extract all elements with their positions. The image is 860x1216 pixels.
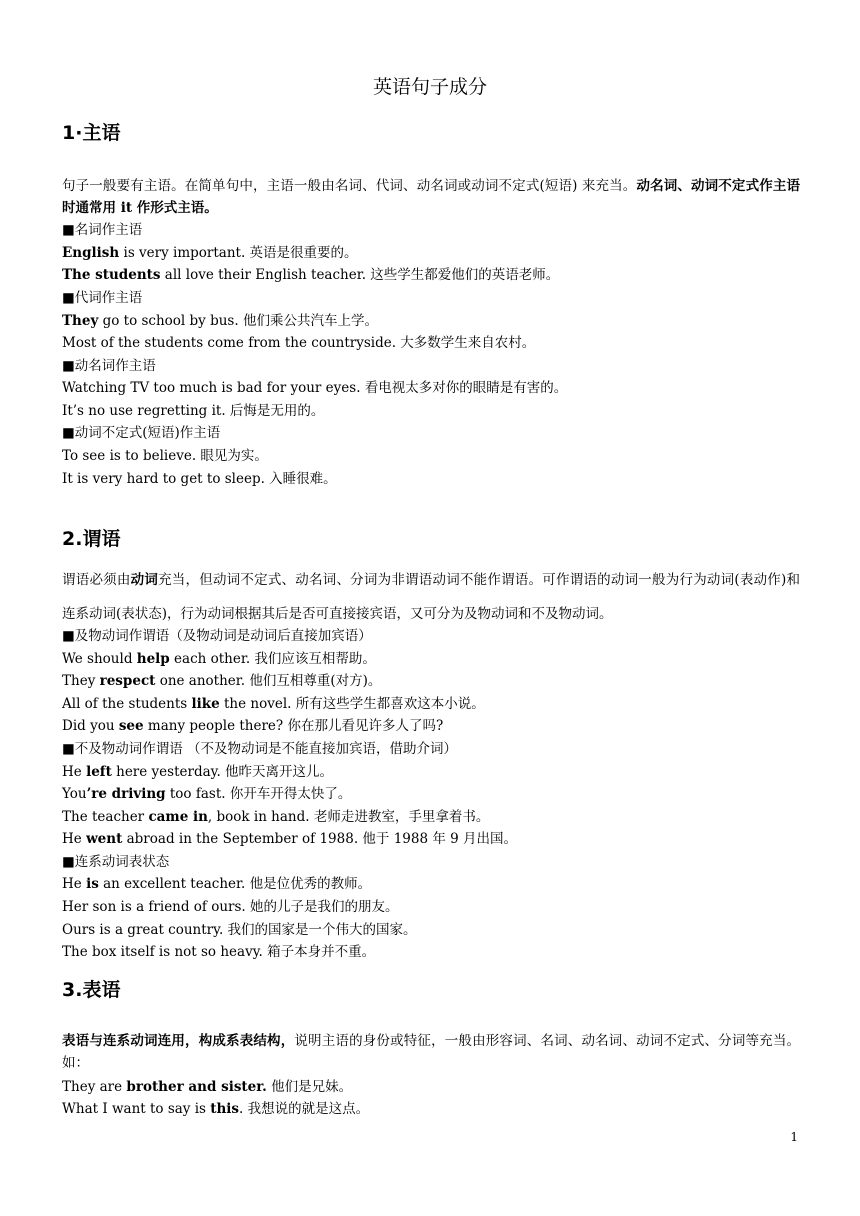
- section-heading-subject: 1·主语: [62, 122, 121, 144]
- text-line: What I want to say is this. 我想说的就是这点。: [62, 1101, 370, 1117]
- text-line: ■动词不定式(短语)作主语: [62, 425, 221, 441]
- text-line: It is very hard to get to sleep. 入睡很难。: [62, 471, 337, 487]
- text-line: ■名词作主语: [62, 222, 143, 238]
- text-line: ■动名词作主语: [62, 358, 156, 374]
- intro-text: 充当，但动词不定式、动名词、分词为非谓语动词不能作谓语。可作谓语的动词一般为行为动词(表动作)和连系动词(表状态)，行为动词根据其后是否可直接接宾语，又可分为及物动词和不及物动词。: [62, 572, 800, 622]
- text-line: English is very important. 英语是很重要的。: [62, 245, 358, 261]
- text-line: ■连系动词表状态: [62, 854, 170, 870]
- text-line: It’s no use regretting it. 后悔是无用的。: [62, 403, 325, 419]
- intro-text: 句子一般要有主语。在简单句中，主语一般由名词、代词、动名词或动词不定式(短语) 来充当。: [62, 178, 637, 194]
- section-intro-predicate: [62, 563, 800, 631]
- text-line: ■代词作主语: [62, 290, 143, 306]
- text-line: The students all love their English teacher. 这些学生都爱他们的英语老师。: [62, 267, 560, 283]
- text-line: He went abroad in the September of 1988. 他于 1988 年 9 月出国。: [62, 831, 518, 847]
- text-line: They go to school by bus. 他们乘公共汽车上学。: [62, 313, 378, 329]
- section-intro-subject: [62, 175, 800, 219]
- text-line: Ours is a great country. 我们的国家是一个伟大的国家。: [62, 922, 417, 938]
- document-title: 英语句子成分: [372, 76, 487, 98]
- text-line: They respect one another. 他们互相尊重(对方)。: [62, 673, 382, 689]
- text-line: You’re driving too fast. 你开车开得太快了。: [62, 786, 352, 802]
- text-line: The box itself is not so heavy. 箱子本身并不重。: [62, 944, 376, 960]
- intro-bold: 动词: [130, 572, 159, 588]
- text-line: We should help each other. 我们应该互相帮助。: [62, 651, 376, 667]
- text-line: Most of the students come from the countryside. 大多数学生来自农村。: [62, 335, 536, 351]
- text-line: All of the students like the novel. 所有这些学生都喜欢这本小说。: [62, 696, 485, 712]
- section-intro-predicative: [62, 1030, 800, 1074]
- text-line: Her son is a friend of ours. 她的儿子是我们的朋友。: [62, 899, 399, 915]
- section-heading-predicative: 3.表语: [62, 979, 121, 1001]
- page-number: 1: [790, 1130, 798, 1144]
- text-line: ■不及物动词作谓语 （不及物动词是不能直接加宾语，借助介词）: [62, 741, 458, 757]
- text-line: They are brother and sister. 他们是兄妹。: [62, 1079, 353, 1095]
- text-line: ■及物动词作谓语（及物动词是动词后直接加宾语）: [62, 628, 372, 644]
- intro-bold: 表语与连系动词连用，构成系表结构，: [62, 1033, 295, 1049]
- intro-text: 说明主语的身份或特征，一般由形容词、名词、动名词、动词不定式、分词等充当。如：: [62, 1033, 801, 1071]
- section-heading-predicate: 2.谓语: [62, 528, 121, 550]
- intro-bold: 动名词、动词不定式作主语时通常用 it 作形式主语。: [62, 178, 801, 216]
- text-line: He is an excellent teacher. 他是位优秀的教师。: [62, 876, 372, 892]
- text-line: To see is to believe. 眼见为实。: [62, 448, 268, 464]
- text-line: Did you see many people there? 你在那儿看见许多人了吗?: [62, 718, 444, 734]
- intro-text: 谓语必须由: [62, 572, 131, 588]
- text-line: The teacher came in, book in hand. 老师走进教室，手里拿着书。: [62, 809, 490, 825]
- text-line: Watching TV too much is bad for your eyes. 看电视太多对你的眼睛是有害的。: [62, 380, 568, 396]
- text-line: He left here yesterday. 他昨天离开这儿。: [62, 764, 334, 780]
